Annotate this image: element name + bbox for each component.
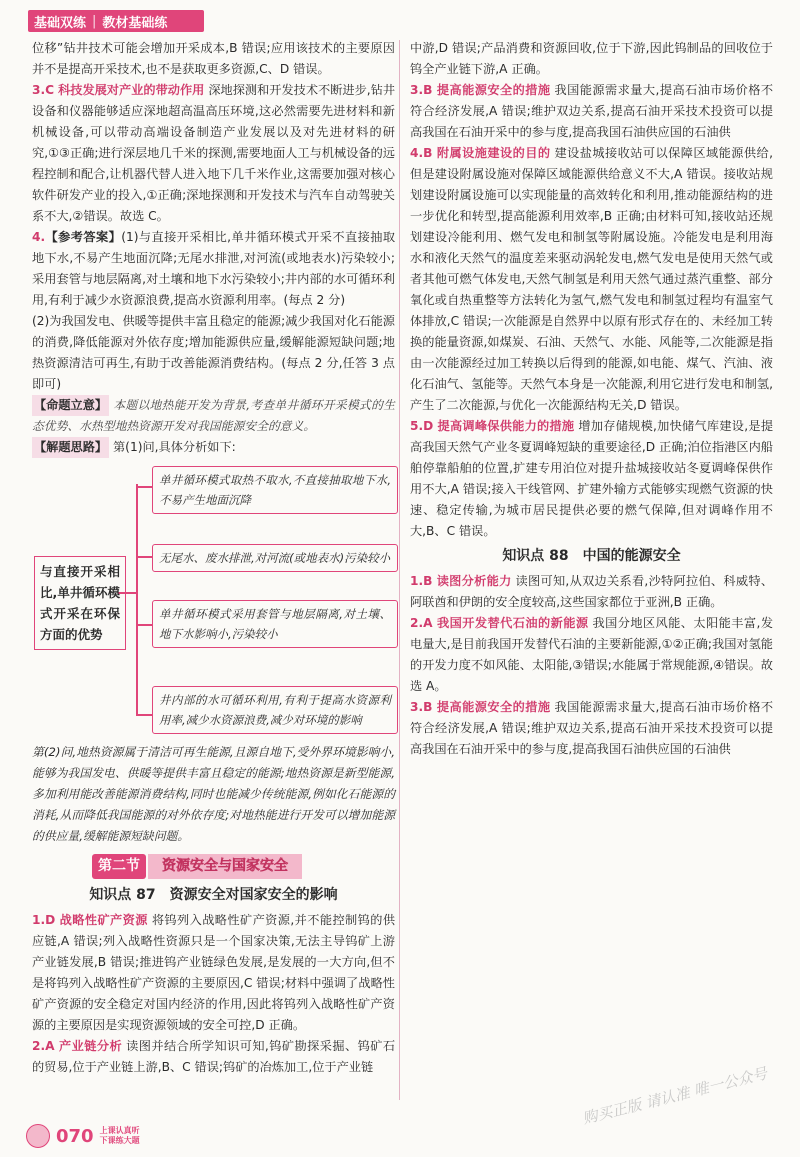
diagram-branch: 单井循环模式取热不取水,不直接抽取地下水,不易产生地面沉降 bbox=[152, 466, 398, 514]
right-q5 bbox=[410, 416, 773, 542]
r-q4-tag: 附属设施建设的目的 bbox=[436, 146, 551, 160]
watermark: 购买正版 请认准 唯一公众号 bbox=[581, 1064, 770, 1128]
r-q3b-tag: 提高能源安全的措施 bbox=[436, 700, 551, 714]
diagram-connector bbox=[136, 556, 152, 558]
page-footer bbox=[26, 1124, 140, 1148]
q4-label: 【参考答案】 bbox=[45, 230, 122, 244]
left-column bbox=[32, 38, 395, 1078]
thinking-label: 【解题思路】 bbox=[32, 437, 109, 458]
header-part2: 教材基础练 bbox=[102, 15, 168, 31]
q3-answer: C bbox=[45, 83, 55, 97]
left-q2 bbox=[32, 1036, 395, 1078]
r-q1-answer: B bbox=[423, 574, 433, 588]
right-q1 bbox=[410, 571, 773, 613]
r-q5-number: 5. bbox=[410, 419, 424, 433]
q4-p1: (1)与直接开采相比,单井循环模式开采不直接抽取地下水,不易产生地面沉降;无尾水排泄,对河流(或地表水)污染较小;采用套管与地层隔离,对土壤和地下水污染较小;井内部的水可循环利用,有利于减少水资源浪费,提高水资源利用率。(每点 2 分) bbox=[32, 230, 396, 307]
left-q1 bbox=[32, 910, 395, 1036]
section-banner bbox=[92, 853, 395, 879]
knowledge-point-88-title: 知识点 88 中国的能源安全 bbox=[502, 548, 681, 564]
diagram-connector bbox=[136, 486, 152, 488]
right-q3 bbox=[410, 80, 773, 143]
r-q5-answer: D bbox=[423, 419, 434, 433]
motto-line-1: 上课认真听 bbox=[99, 1126, 140, 1135]
r-q3b-number: 3. bbox=[410, 700, 424, 714]
left-q3 bbox=[32, 80, 395, 227]
header-banner bbox=[28, 10, 204, 32]
r-q5-text: 增加存储规模,加快储气库建设,是提高我国天然气产业冬夏调峰短缺的重要途径,D 正确;泊位指港区内船舶停靠船舶的位置,扩建专用泊位对提升盐城接收站冬夏调峰保供作用不大,A 错误;接入干线管网、扩建外输方式能够实现燃气资源的快速、稳定传输,为城市居民提供必要的燃气保障,但对调峰作用不大,B、C 错误。 bbox=[410, 419, 774, 538]
r-q1-tag: 读图分析能力 bbox=[436, 574, 512, 588]
right-q4 bbox=[410, 143, 773, 416]
r-q3-number: 3. bbox=[410, 83, 424, 97]
intent-text: 本题以地热能开发为背景,考查单井循环开采模式的生态优势、水热型地热资源开发对我国能源安全的意义。 bbox=[32, 398, 395, 433]
r-q4-number: 4. bbox=[410, 146, 424, 160]
r-q3-text: 我国能源需求量大,提高石油市场价格不符合经济发展,A 错误;维护双边关系,提高石油开采技术投资可以提高我国在石油开采中的参与度,提高我国石油供应国的石油供 bbox=[410, 83, 774, 139]
section-title: 资源安全与国家安全 bbox=[148, 854, 302, 879]
q3-text: 深地探测和开发技术不断进步,钻井设备和仪器能够适应深地超高温高压环境,这必然需要先进材料和新机械设备,可以带动高端设备制造产业发展以及对先进材料的研究,①③正确;进行深层地几千米的探测,需要地面人工与机械设备的远程控制和配合,让机器代替人进入地下几千米作业,这需要加强对核心软件研发产业的投入,①正确;深地探测和开发技术与汽车自动驾驶关系不大,②错误。故选 C。 bbox=[32, 83, 396, 223]
diagram-hub: 与直接开采相比,单井循环模式开采在环保方面的优势 bbox=[34, 556, 126, 650]
diagram-connector bbox=[136, 624, 152, 626]
footer-motto bbox=[100, 1126, 140, 1146]
r-q4-text: 建设盐城接收站可以保障区域能源供给,但是建设附属设施对保障区域能源供给意义不大,A 错误。接收站规划建设附属设施可以实现能量的高效转化和利用,推动能源结构的进一步优化和转型,提高能源利用效率,B 正确;由材料可知,接收站还规划建设冷能利用、燃气发电和制氢等附属设施。冷能发电是利用海水和液化天然气的温度差来驱动涡轮发电,燃气发电是使用天然气或者其他可燃气体发电,天然气制氢是利用天然气通过蒸汽重整、部分氧化或自热重整等方法转化为氢气,燃气发电和制氢过程均有温室气体排放,C 错误;一次能源是自然界中以原有形式存在的、未经加工转换的能量资源,如煤炭、石油、天然气、水能、风能等,二次能源是指由一次能源经过加工转换以后得到的能源,如电能、煤气、汽油、液化石油气、氢能等。天然气本身是一次能源,利用它进行发电和制氢,产生了二次能源,与优化一次能源结构无关,D 错误。 bbox=[410, 146, 774, 412]
thinking-text: 第(1)问,具体分析如下: bbox=[113, 440, 236, 454]
right-column bbox=[410, 38, 773, 760]
diagram-branch: 无尾水、废水排泄,对河流(或地表水)污染较小 bbox=[152, 544, 398, 572]
header-separator: | bbox=[92, 13, 97, 29]
diagram-branch: 井内部的水可循环利用,有利于提高水资源利用率,减少水资源浪费,减少对环境的影响 bbox=[152, 686, 398, 734]
r-q5-tag: 提高调峰保供能力的措施 bbox=[437, 419, 575, 433]
right-q2 bbox=[410, 613, 773, 697]
left-q4 bbox=[32, 227, 395, 311]
analysis-diagram bbox=[32, 464, 395, 734]
r-q3b-text: 我国能源需求量大,提高石油市场价格不符合经济发展,A 错误;维护双边关系,提高石油开采技术投资可以提高我国在石油开采中的参与度,提高我国石油供应国的石油供 bbox=[410, 700, 774, 756]
q3-number: 3. bbox=[32, 83, 46, 97]
diagram-connector bbox=[136, 714, 152, 716]
page-number: 070 bbox=[56, 1125, 94, 1147]
intent-label: 【命题立意】 bbox=[32, 395, 109, 416]
knowledge-point-87-title: 知识点 87 资源安全对国家安全的影响 bbox=[89, 887, 338, 903]
r-q2-tag: 我国开发替代石油的新能源 bbox=[436, 616, 589, 630]
q2-tag: 产业链分析 bbox=[58, 1039, 123, 1053]
q2-text: 读图并结合所学知识可知,钨矿勘探采掘、钨矿石的贸易,位于产业链上游,B、C 错误;钨矿的冶炼加工,位于产业链 bbox=[32, 1039, 396, 1074]
q2-answer: A bbox=[45, 1039, 55, 1053]
r-q3-answer: B bbox=[423, 83, 433, 97]
r-q3-tag: 提高能源安全的措施 bbox=[436, 83, 551, 97]
q1-answer: D bbox=[45, 913, 56, 927]
q4-part2-explanation: 第(2)问,地热资源属于清洁可再生能源,且源自地下,受外界环境影响小,能够为我国发电、供暖等提供丰富且稳定的能源;地热资源是新型能源,多加利用能改善能源消费结构,同时也能减少传统能源,例如化石能源的消耗,从而降低我国能源的对外依存度;对地热能进行开发可以增加能源的供应量,缓解能源短缺问题。 bbox=[32, 745, 395, 843]
mascot-icon bbox=[26, 1124, 50, 1148]
header-part1: 基础双练 bbox=[34, 15, 87, 31]
r-q4-answer: B bbox=[423, 146, 433, 160]
column-divider bbox=[399, 40, 400, 1100]
q2-number: 2. bbox=[32, 1039, 46, 1053]
r-q1-text: 读图可知,从双边关系看,沙特阿拉伯、科威特、阿联酋和伊朗的安全度较高,这些国家都位于亚洲,B 正确。 bbox=[410, 574, 774, 609]
q1-text: 将钨列入战略性矿产资源,并不能控制钨的供应链,A 错误;列入战略性资源只是一个国家决策,无法主导钨矿上游产业链发展,B 错误;推进钨产业链绿色发展,是发展的一大方向,但不是将钨列入战略性矿产资源的主要原因,C 错误;材料中强调了战略性矿产资源的安全稳定对国内经济的作用,因此将钨列入战略性矿产资源的主要原因是实现资源领域的安全可控,D 正确。 bbox=[32, 913, 396, 1032]
r-q1-number: 1. bbox=[410, 574, 424, 588]
thinking-paragraph bbox=[32, 437, 395, 458]
diagram-connector bbox=[136, 484, 138, 716]
right-intro: 中游,D 错误;产品消费和资源回收,位于下游,因此钨制品的回收位于钨全产业链下游,A 正确。 bbox=[410, 41, 773, 76]
left-q4-p2: (2)为我国发电、供暖等提供丰富且稳定的能源;减少我国对化石能源的消费,降低能源对外依存度;增加能源供应量,缓解能源短缺问题;地热资源清洁可再生,有助于改善能源消费结构。(每点 2 分,任答 3 点即可) bbox=[32, 314, 395, 391]
r-q3b-answer: B bbox=[423, 700, 433, 714]
r-q2-number: 2. bbox=[410, 616, 424, 630]
q3-tag: 科技发展对产业的带动作用 bbox=[58, 83, 205, 97]
q4-number: 4. bbox=[32, 230, 46, 244]
q1-tag: 战略性矿产资源 bbox=[59, 913, 148, 927]
q1-number: 1. bbox=[32, 913, 46, 927]
intent-paragraph bbox=[32, 395, 395, 437]
left-intro: 位移”钻井技术可能会增加开采成本,B 错误;应用该技术的主要原因并不是提高开采技术,也不是获取更多资源,C、D 错误。 bbox=[32, 41, 395, 76]
r-q2-answer: A bbox=[423, 616, 433, 630]
section-number: 第二节 bbox=[92, 854, 146, 879]
right-q3b bbox=[410, 697, 773, 760]
r-q2-text: 我国分地区风能、太阳能丰富,发电量大,是目前我国开发替代石油的主要新能源,①②正确;我国对氢能的开发力度不如风能、太阳能,③错误;水能属于常规能源,④错误。故选 A。 bbox=[410, 616, 774, 693]
diagram-branch: 单井循环模式采用套管与地层隔离,对土壤、地下水影响小,污染较小 bbox=[152, 600, 398, 648]
motto-line-2: 下课练大题 bbox=[99, 1136, 140, 1145]
